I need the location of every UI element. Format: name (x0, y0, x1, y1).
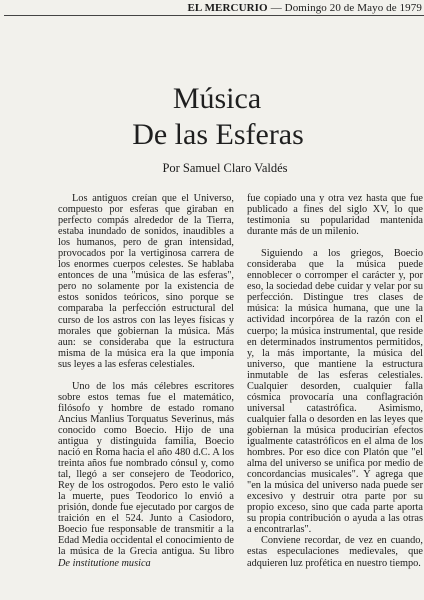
paragraph-text: Uno de los más célebres escritores sobre estos temas fue el matemático, filósofo y hombre de estado romano Ancius Manlius Torquatus Severinus, más conocido como Boecio. Hijo de una antigua y distinguida familia, Boecio nació en Roma hacia el año 480 d.C. A los treinta años fue nombrado cónsul y, como tal, llegó a ser consejero de Teodorico, Rey de los ostrogodos. Pero esto le valió la muerte, pues Teodorico lo envió a prisión, donde fue ejecutado por cargos de traición en el 524. Junto a Casiodoro, Boecio fue responsable de transmitir a la Edad Media occidental el conocimiento de la música de la Grecia antigua. Su libro (58, 380, 234, 558)
paragraph: Siguiendo a los griegos, Boecio consideraba que la música puede ennoblecer o corromper el carácter y, por eso, la sociedad debe cuidar y velar por su perfección. Distingue tres clases de música: la música humana, que une la actividad incorpórea de la razón con el cuerpo; la música instrumental, que reside en determinados instrumentos permitidos, y, la más importante, la música del universo, que mantiene la estructura inmutable de las esferas celestiales. Cualquier desorden, cualquier falla cósmica provocaría una conflagración universal catastrófica. Asimismo, cualquier falla o desorden en las leyes que gobiernan la música producirían efectos igualmente catastróficos en el alma de los hombres. Por eso dice con Platón que "el alma del universo se unifica por medio de concordancias musicales". Y agrega que "en la música del universo nada puede ser excesivo y destruir otra parte por su propio exceso, sino que cada parte aporta su propia contribución o ayuda a las otras a encontrarlas". (247, 248, 423, 536)
article-column-right (247, 193, 423, 569)
article-column-left (58, 193, 234, 569)
masthead-rule (4, 15, 424, 16)
publication-date: — Domingo 20 de Mayo de 1979 (270, 2, 422, 14)
publication-name: EL MERCURIO (187, 2, 268, 14)
paragraph: fue copiado una y otra vez hasta que fue publicado a fines del siglo XV, lo que testimonia su popularidad mantenida durante más de un milenio. (247, 193, 423, 238)
paragraph: Conviene recordar, de vez en cuando, estas especulaciones medievales, que adquieren luz profética en nuestro tiempo. (247, 535, 423, 569)
article-byline: Por Samuel Claro Valdés (162, 161, 288, 175)
masthead (0, 2, 424, 16)
book-title: De institutione musica (58, 557, 151, 569)
paragraph: Los antiguos creían que el Universo, compuesto por esferas que giraban en perfecto compás alrededor de la Tierra, estaba inundado de sonidos, inaudibles a los humanos, pero de gran intensidad, provocados por la vertiginosa carrera de los enormes cuerpos celestes. Se hablaba entonces de una "música de las esferas", pero no solamente por la existencia de estos sonidos teóricos, sino porque se comparaba la perfección estructural del curso de los astros con las leyes físicas y morales que gobiernan la música. Más aun: se consideraba que la estructura misma de la música era la que imponía sus leyes a las esferas celestiales. (58, 193, 234, 370)
paragraph (58, 381, 234, 569)
article-title-line-1: Música (172, 82, 262, 115)
article-title-line-2: De las Esferas (132, 118, 304, 151)
